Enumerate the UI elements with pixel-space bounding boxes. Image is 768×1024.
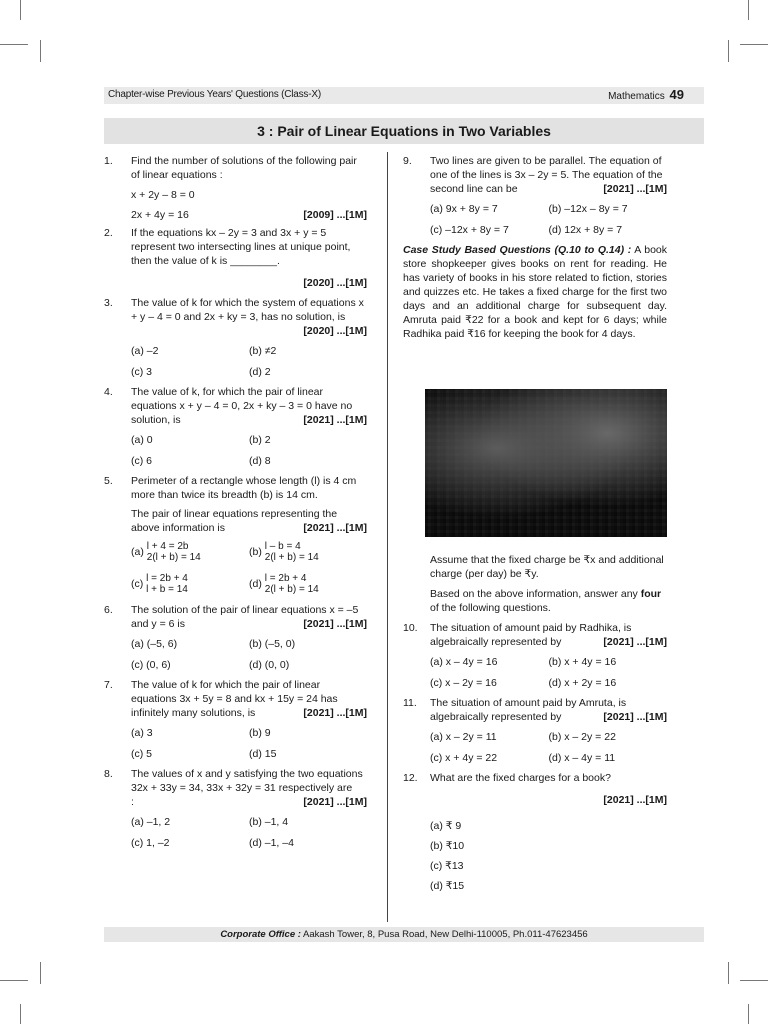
instruction-text [430,587,667,615]
option-c: (c) 5 [131,748,152,760]
crop-mark [728,40,729,62]
option-a: (a) 3 [131,727,153,739]
book-title: Chapter-wise Previous Years' Questions (Class-X) [108,89,321,100]
question-2 [104,226,367,290]
instruction-bold: four [640,588,662,600]
question-text: If the equations kx – 2y = 3 and 3x + y = 5 represent two intersecting lines at unique point, then the value of k is ________. [131,227,351,267]
crop-mark [0,980,28,981]
question-text: The values of x and y satisfying the two equations 32x + 33y = 34, 33x + 32y = 31 respectively are [131,768,363,794]
question-number: 5. [104,475,113,487]
question-text: Perimeter of a rectangle whose length (l) is 4 cm more than twice its breadth (b) is 14 cm. [131,475,357,501]
option-a: (a) x – 2y = 11 [430,731,497,743]
assumption-text: Assume that the fixed charge be ₹x and additional charge (per day) be ₹y. [430,554,664,580]
question-6 [104,603,367,672]
instruction-pre: Based on the above information, answer any [430,588,641,600]
crop-mark [748,0,749,20]
option-b: (b) x – 2y = 22 [548,731,616,743]
question-4 [104,385,367,468]
question-8 [104,767,367,850]
option-d: (d) (0, 0) [249,659,290,671]
question-text: Find the number of solutions of the following pair of linear equations : [131,155,357,181]
equation-pair [146,573,188,595]
option-c: (c) ₹13 [430,860,464,872]
question-12 [403,771,667,893]
question-number: 8. [104,768,113,780]
crop-mark [740,980,768,981]
options [131,433,367,468]
question-11 [403,696,667,765]
option-d: (d) ₹15 [430,880,465,892]
year-marks: [2021] ...[1M] [603,183,667,195]
equation-pair [265,573,319,595]
question-number: 6. [104,604,113,616]
equation: l = 2b + 4 [146,573,188,584]
option-a: (a) x – 4y = 16 [430,656,498,668]
case-study-text: A book store shopkeeper gives books on rent for reading. He has variety of books in his store related to fiction, stories and quizzes etc. He takes a fixed charge for the first two days and an additional charge for subsequent day. Amruta paid ₹22 for a book and kept for 6 days; while Radhika paid ₹16 for keeping the book for 4 days. [403,244,667,340]
year-marks: [2020] ...[1M] [303,277,367,289]
option-d: (d) 12x + 8y = 7 [548,224,623,236]
right-column-lower [403,553,667,893]
option-c [131,573,249,595]
option-b: (b) ₹10 [430,840,465,852]
option-a: (a) ₹ 9 [430,820,462,832]
question-text-2: The pair of linear equations representing the above information is [131,508,338,534]
option-a [131,541,249,563]
year-marks: [2021] ...[1M] [603,794,667,806]
year-marks: [2020] ...[1M] [303,325,367,337]
question-text: The situation of amount paid by Amruta, is algebraically represented by [430,697,627,723]
year-marks: [2021] ...[1M] [303,796,367,808]
instruction-post: of the following questions. [430,602,551,614]
page-header-right [608,87,684,102]
footer-address: Aakash Tower, 8, Pusa Road, New Delhi-110005, Ph.011-47623456 [300,929,588,940]
option-a: (a) 9x + 8y = 7 [430,203,498,215]
year-marks: [2021] ...[1M] [603,636,667,648]
footer-label: Corporate Office : [220,929,301,940]
option-label: (a) [131,545,144,558]
year-marks: [2021] ...[1M] [303,414,367,426]
option-label: (d) [249,577,262,590]
question-10 [403,621,667,690]
crop-mark [740,44,768,45]
option-d: (d) x + 2y = 16 [548,677,617,689]
crop-mark [0,44,28,45]
option-a: (a) –1, 2 [131,816,171,828]
options [131,344,367,379]
question-7 [104,678,367,761]
page-footer [104,927,704,942]
bookstore-photo [425,389,667,537]
equation: l + b = 14 [146,584,188,595]
subject-name: Mathematics [608,91,665,102]
case-study-intro [403,243,667,341]
options [131,541,367,595]
crop-mark [20,1004,21,1024]
option-b: (b) –12x – 8y = 7 [548,203,628,215]
options [430,655,667,690]
right-column [403,154,667,341]
option-c: (c) (0, 6) [131,659,171,671]
question-text: The value of k for which the system of equations x + y – 4 = 0 and 2x + ky = 3, has no solution, is [131,297,364,323]
running-header [104,87,704,104]
question-text: The value of k for which the pair of linear equations 3x + 5y = 8 and kx + 15y = 24 has infinitely many solutions, is [131,679,338,719]
question-3 [104,296,367,379]
options [430,202,667,237]
option-d: (d) 8 [249,455,271,467]
question-text: What are the fixed charges for a book? [430,772,611,784]
options [430,819,667,893]
options [430,730,667,765]
option-b: (b) x + 4y = 16 [548,656,617,668]
page-number: 49 [669,87,684,102]
option-label: (b) [249,545,262,558]
option-c: (c) 3 [131,366,152,378]
option-c: (c) x + 4y = 22 [430,752,498,764]
question-1 [104,154,367,222]
options [131,637,367,672]
equation-row [131,208,367,222]
equation: l + 4 = 2b [146,541,189,552]
options [131,815,367,850]
option-a: (a) (–5, 6) [131,638,178,650]
question-number: 9. [403,155,412,167]
option-c: (c) x – 2y = 16 [430,677,497,689]
option-label: (c) [131,577,144,590]
colon: : [131,796,134,808]
option-c: (c) 6 [131,455,152,467]
equation-pair [265,541,319,563]
question-number: 11. [403,697,417,709]
option-d [249,573,367,595]
year-marks: [2021] ...[1M] [603,711,667,723]
equation: l – b = 4 [264,541,301,552]
option-d: (d) 2 [249,366,271,378]
year-marks: [2021] ...[1M] [303,707,367,719]
crop-mark [40,40,41,62]
equation: x + 2y – 8 = 0 [131,189,195,201]
left-column [104,154,367,850]
column-divider [387,152,388,922]
chapter-title: 3 : Pair of Linear Equations in Two Variables [104,118,704,144]
equation: l = 2b + 4 [264,573,307,584]
option-b: (b) ≠2 [249,345,277,357]
option-b [249,541,367,563]
equation-pair [147,541,201,563]
option-d: (d) x – 4y = 11 [548,752,616,764]
option-b: (b) (–5, 0) [249,638,296,650]
crop-mark [20,0,21,20]
question-number: 3. [104,297,113,309]
option-d: (d) –1, –4 [249,837,294,849]
question-text: The situation of amount paid by Radhika, is algebraically represented by [430,622,632,648]
question-number: 10. [403,622,418,634]
question-9 [403,154,667,237]
year-marks: [2021] ...[1M] [303,618,367,630]
option-c: (c) 1, –2 [131,837,170,849]
question-text: Two lines are given to be parallel. The equation of one of the lines is 3x – 2y = 5. The equation of the second line can be [430,155,663,195]
option-a: (a) 0 [131,434,153,446]
options [131,726,367,761]
question-number: 1. [104,155,113,167]
equation: 2(l + b) = 14 [146,552,201,563]
question-number: 7. [104,679,113,691]
option-b: (b) 2 [249,434,271,446]
crop-mark [40,962,41,984]
option-c: (c) –12x + 8y = 7 [430,224,509,236]
case-study-heading: Case Study Based Questions (Q.10 to Q.14) : [403,244,632,256]
crop-mark [728,962,729,984]
year-marks: [2021] ...[1M] [303,522,367,534]
question-5 [104,474,367,595]
option-b: (b) –1, 4 [249,816,289,828]
equation: 2(l + b) = 14 [264,584,319,595]
equation: 2(l + b) = 14 [264,552,319,563]
equation: 2x + 4y = 16 [131,209,189,221]
question-text: The value of k, for which the pair of linear equations x + y – 4 = 0, 2x + ky – 3 = 0 have no solution, is [131,386,353,426]
question-number: 4. [104,386,113,398]
question-number: 12. [403,772,418,784]
crop-mark [748,1004,749,1024]
option-b: (b) 9 [249,727,271,739]
option-d: (d) 15 [249,748,277,760]
question-text: The solution of the pair of linear equations x = –5 and y = 6 is [131,604,359,630]
question-number: 2. [104,227,113,239]
year-marks: [2009] ...[1M] [303,209,367,221]
option-a: (a) –2 [131,345,159,357]
